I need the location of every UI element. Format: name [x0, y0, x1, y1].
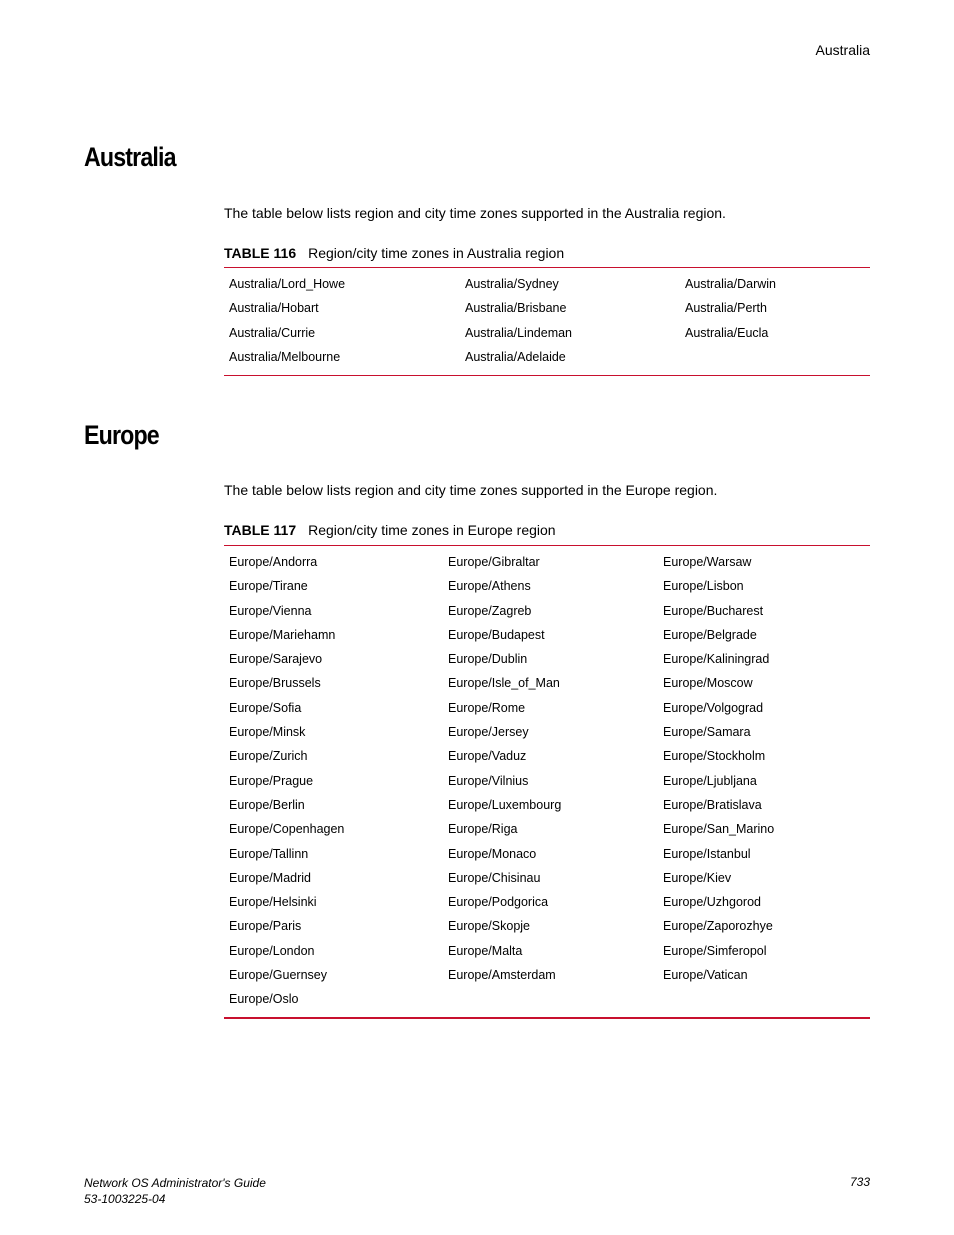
- table-cell: Europe/Sarajevo: [229, 652, 323, 667]
- table-cell: Europe/Tirane: [229, 579, 308, 594]
- table-cell: Europe/London: [229, 943, 315, 958]
- table-cell: Europe/Helsinki: [229, 895, 317, 910]
- table-cell: Australia/Darwin: [685, 277, 777, 291]
- table-row: [224, 604, 870, 628]
- table-cell: Australia/Perth: [685, 301, 767, 316]
- table-cell: Europe/Minsk: [229, 725, 306, 740]
- table-cell: Europe/Podgorica: [448, 895, 549, 910]
- table-cell: Europe/Jersey: [448, 725, 529, 740]
- timezone-table-europe: [224, 545, 870, 1019]
- table-row: [224, 725, 870, 749]
- table-row: [224, 847, 870, 871]
- section-title-europe: Europe: [84, 420, 159, 450]
- table-caption-australia: [224, 245, 564, 261]
- table-cell: Europe/Kaliningrad: [663, 652, 770, 667]
- table-cell: Europe/Budapest: [448, 627, 545, 642]
- table-cell: Europe/Berlin: [229, 797, 305, 812]
- table-caption-label: TABLE 117: [224, 522, 297, 538]
- intro-australia: The table below lists region and city time zones supported in the Australia region.: [224, 205, 726, 221]
- table-row: [224, 579, 870, 603]
- table-cell: Australia/Lord_Howe: [229, 277, 346, 291]
- table-cell: Europe/Zagreb: [448, 603, 532, 618]
- table-cell: Europe/Andorra: [229, 555, 318, 569]
- footer-page-number: 733: [849, 1175, 870, 1189]
- table-cell: Europe/Isle_of_Man: [448, 676, 560, 691]
- table-cell: Europe/Vaduz: [448, 749, 527, 764]
- table-cell: Europe/Bucharest: [663, 603, 764, 618]
- table-row: [224, 968, 870, 992]
- table-caption-text: Region/city time zones in Australia region: [308, 245, 565, 261]
- table-cell: Europe/Lisbon: [663, 579, 744, 594]
- table-cell: Europe/Zaporozhye: [663, 919, 773, 934]
- table-cell: Europe/Volgograd: [663, 700, 764, 715]
- table-cell: Europe/Dublin: [448, 652, 528, 667]
- table-row: [224, 944, 870, 968]
- table-cell: Europe/Bratislava: [663, 797, 762, 812]
- footer-guide-title: Network OS Administrator's Guide: [84, 1176, 266, 1190]
- intro-europe: The table below lists region and city time zones supported in the Europe region.: [224, 482, 718, 498]
- table-cell: Australia/Adelaide: [465, 349, 566, 364]
- table-row: [224, 652, 870, 676]
- table-row: [224, 822, 870, 846]
- table-cell: Europe/Mariehamn: [229, 627, 336, 642]
- table-cell: Europe/Monaco: [448, 846, 537, 861]
- table-cell: Europe/Zurich: [229, 749, 308, 764]
- table-row: [224, 555, 870, 579]
- table-cell: Australia/Brisbane: [465, 301, 567, 316]
- table-cell: Europe/Prague: [229, 773, 314, 788]
- table-cell: Europe/Vienna: [229, 603, 312, 618]
- table-caption-text: Region/city time zones in Europe region: [308, 522, 556, 538]
- table-cell: Europe/Malta: [448, 943, 523, 958]
- table-cell: Europe/Tallinn: [229, 846, 309, 861]
- table-cell: Europe/San_Marino: [663, 822, 775, 837]
- table-cell: Europe/Belgrade: [663, 627, 757, 642]
- table-cell: Europe/Vatican: [663, 968, 748, 983]
- table-cell: Europe/Kiev: [663, 870, 732, 885]
- table-row: [224, 871, 870, 895]
- table-cell: Europe/Amsterdam: [448, 968, 556, 983]
- table-row: [224, 326, 870, 350]
- table-cell: Europe/Uzhgorod: [663, 895, 761, 910]
- table-row: [224, 301, 870, 325]
- table-row: [224, 676, 870, 700]
- table-row: [224, 701, 870, 725]
- table-row: [224, 895, 870, 919]
- table-cell: Europe/Skopje: [448, 919, 531, 934]
- section-title-australia: Australia: [84, 142, 176, 172]
- table-cell: Europe/Copenhagen: [229, 822, 345, 837]
- table-cell: Europe/Madrid: [229, 870, 311, 885]
- table-cell: Europe/Vilnius: [448, 773, 529, 788]
- table-cell: Europe/Warsaw: [663, 555, 752, 569]
- table-row: [224, 277, 870, 301]
- table-cell: Europe/Paris: [229, 919, 302, 934]
- table-row: [224, 350, 870, 374]
- table-cell: Australia/Currie: [229, 325, 316, 340]
- table-cell: Europe/Brussels: [229, 676, 321, 691]
- timezone-table-australia: [224, 267, 870, 376]
- table-cell: Australia/Sydney: [465, 277, 559, 291]
- table-row: [224, 919, 870, 943]
- table-row: [224, 798, 870, 822]
- table-cell: Europe/Chisinau: [448, 870, 541, 885]
- table-cell: Europe/Rome: [448, 700, 526, 715]
- table-cell: Europe/Athens: [448, 579, 531, 594]
- table-cell: Europe/Riga: [448, 822, 518, 837]
- table-cell: Europe/Sofia: [229, 700, 302, 715]
- table-cell: Australia/Eucla: [685, 325, 769, 340]
- table-row: [224, 749, 870, 773]
- table-cell: Europe/Moscow: [663, 676, 753, 691]
- table-cell: Australia/Lindeman: [465, 325, 573, 340]
- table-row: [224, 628, 870, 652]
- table-cell: Australia/Hobart: [229, 301, 319, 316]
- table-cell: Europe/Istanbul: [663, 846, 751, 861]
- table-cell: Australia/Melbourne: [229, 349, 341, 364]
- table-row: [224, 774, 870, 798]
- table-cell: Europe/Simferopol: [663, 943, 767, 958]
- footer-doc-number: 53-1003225-04: [84, 1192, 166, 1206]
- table-cell: Europe/Stockholm: [663, 749, 766, 764]
- table-cell: Europe/Luxembourg: [448, 797, 562, 812]
- table-caption-europe: [224, 522, 556, 538]
- table-cell: Europe/Samara: [663, 725, 751, 740]
- table-cell: Europe/Oslo: [229, 992, 299, 1007]
- footer-left: [84, 1175, 266, 1207]
- table-cell: Europe/Gibraltar: [448, 555, 540, 569]
- table-row: [224, 992, 870, 1016]
- running-head: Australia: [815, 42, 870, 58]
- table-cell: Europe/Ljubljana: [663, 773, 757, 788]
- table-cell: Europe/Guernsey: [229, 968, 327, 983]
- table-caption-label: TABLE 116: [224, 245, 297, 261]
